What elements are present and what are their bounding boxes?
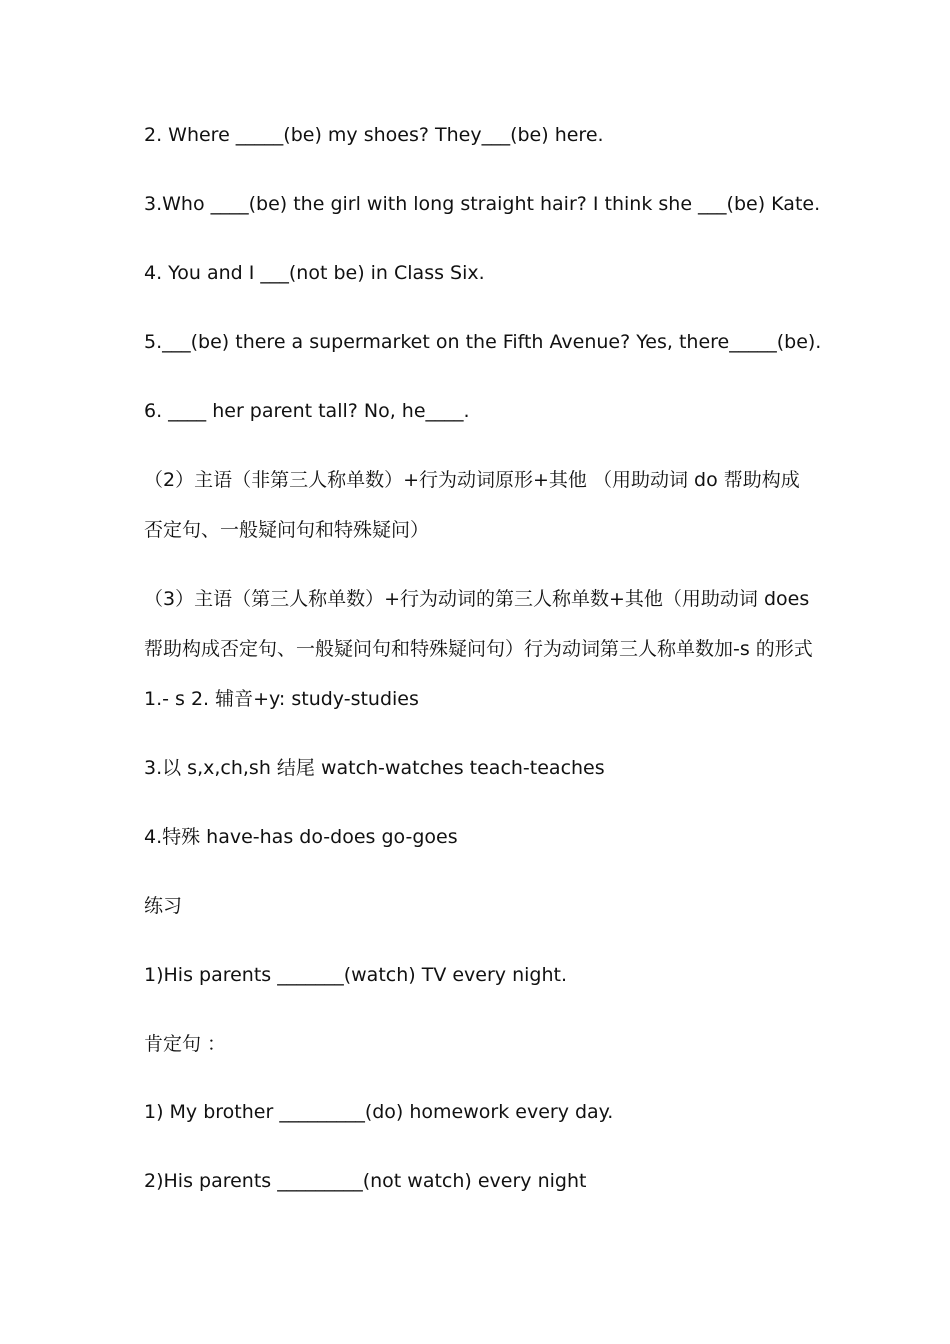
exercise-line-6: 6. ____ her parent tall? No, he____. <box>144 400 470 422</box>
practice-line-1: 1)His parents _______(watch) TV every night. <box>144 964 567 986</box>
affirmative-line-2: 2)His parents _________(not watch) every night <box>144 1170 587 1192</box>
grammar-rule-3: （3）主语（第三人称单数）+行为动词的第三人称单数+其他（用助动词 does 帮助构成否定句、一般疑问句和特殊疑问句）行为动词第三人称单数加-s 的形式 1.- s 2. 辅音+y: study-studies <box>144 588 813 710</box>
exercise-line-4: 4. You and I ___(not be) in Class Six. <box>144 262 485 284</box>
exercise-line-5: 5.___(be) there a supermarket on the Fifth Avenue? Yes, there_____(be). <box>144 331 822 353</box>
rule-item-4: 4.特殊 have-has do-does go-goes <box>144 826 458 848</box>
grammar-rule-2: （2）主语（非第三人称单数）+行为动词原形+其他 （用助动词 do 帮助构成否定句、一般疑问句和特殊疑问） <box>144 469 800 541</box>
practice-heading: 练习 <box>144 895 183 917</box>
exercise-line-2: 2. Where _____(be) my shoes? They___(be) here. <box>144 124 604 146</box>
rule-item-3: 3.以 s,x,ch,sh 结尾 watch-watches teach-teaches <box>144 757 605 779</box>
affirmative-heading: 肯定句 ： <box>144 1033 227 1055</box>
affirmative-line-1: 1) My brother _________(do) homework every day. <box>144 1101 614 1123</box>
exercise-line-3: 3.Who ____(be) the girl with long straight hair? I think she ___(be) Kate. <box>144 193 821 215</box>
